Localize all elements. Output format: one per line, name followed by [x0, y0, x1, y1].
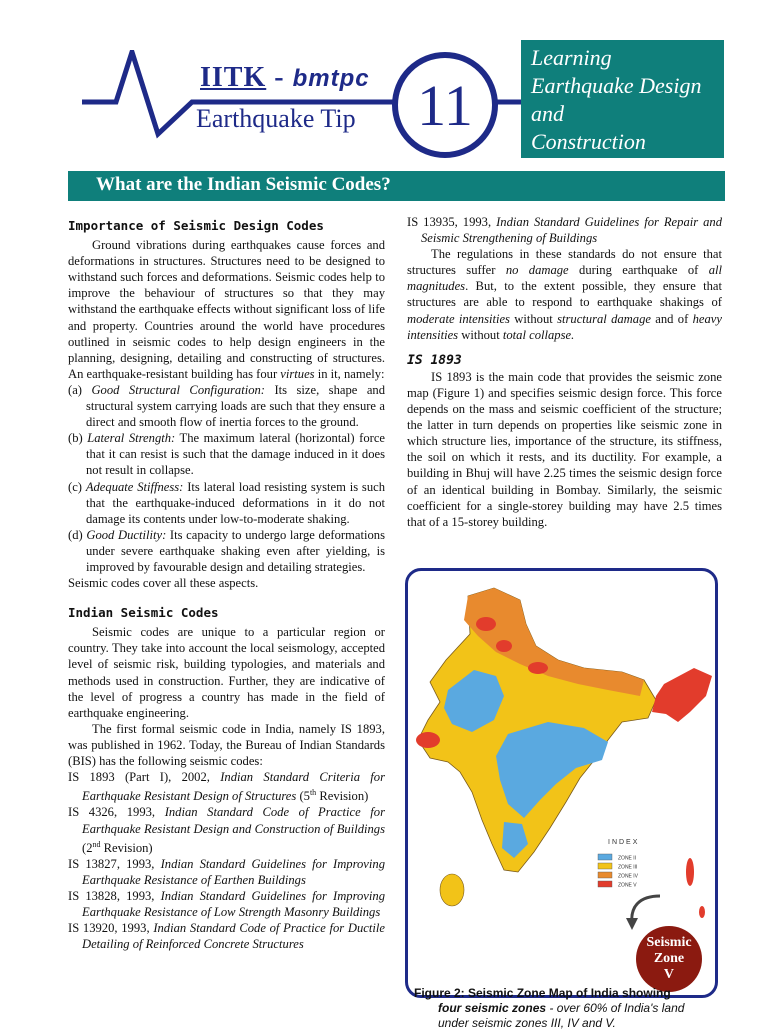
item-text: Its size, shape and structural system carrying loads are such that they ensure a direct and smooth flow of inertia forces to the ground. [86, 382, 385, 430]
zone-v-nepal-border [528, 662, 548, 674]
caption-line-3: under seismic zones III, IV and V. [438, 1016, 616, 1030]
right-column [407, 214, 722, 530]
badge-line: Zone [653, 951, 685, 966]
andaman-islands [686, 858, 694, 886]
item-term: Good Structural Configuration: [91, 382, 265, 397]
reg-text: . But, to the extent possible, they ensure that structures are able to respond to earthquake shakings of [407, 279, 722, 310]
importance-heading: Importance of Seismic Design Codes [68, 218, 324, 233]
code-title: Indian Standard Guidelines for Repair and Seismic Strengthening of Buildings [421, 215, 723, 246]
seismograph-line-right [494, 96, 524, 108]
tip-label: Earthquake Tip [196, 104, 356, 133]
indian-para-1: Seismic codes are unique to a particular region or country. They take into account the local seismology, accepted level of seismic risk, building typologies, and materials and methods used in construction. Further, they are indicative of the level of progress a country has made in the field of earthquake engineering. [68, 625, 385, 720]
reg-emph: all magnitudes [407, 263, 722, 294]
series-line: and [531, 101, 564, 126]
zone-v-kutch [416, 732, 440, 748]
reg-text: without [514, 311, 553, 326]
code-reference [68, 769, 385, 804]
code-reference [68, 804, 385, 855]
reg-emph: total collapse. [502, 327, 575, 342]
reg-emph: moderate intensities [407, 311, 510, 326]
code-suffix: (2 [82, 840, 93, 855]
code-reference-13935 [407, 214, 722, 246]
item-term: Adequate Stiffness: [85, 479, 184, 494]
series-title-box [521, 40, 724, 158]
importance-intro [68, 237, 385, 382]
map-index-title: INDEX [608, 839, 640, 846]
virtue-item [68, 479, 385, 527]
importance-closing: Seismic codes cover all these aspects. [68, 576, 259, 591]
series-line: Learning [531, 45, 612, 70]
badge-line: V [663, 967, 675, 982]
indian-codes-heading: Indian Seismic Codes [68, 605, 219, 621]
zone-v-kashmir [476, 617, 496, 631]
legend-label: ZONE II [618, 855, 637, 862]
brand-title [200, 62, 370, 94]
virtue-item [68, 430, 385, 478]
code-title: Indian Standard Guidelines for Improving Earthquake Resistance of Earthen Buildings [82, 856, 385, 888]
item-text: Its lateral load resisting system is such that the earthquake-induced deformations in it do not damage its contents under low-to-moderate shaking. [86, 479, 385, 526]
figure-caption [414, 986, 714, 1031]
item-text: Its capacity to undergo large deformations under severe earthquake shaking even after yielding, is improved by favourable design and detailing strategies. [86, 527, 385, 574]
item-text: The maximum lateral (horizontal) force that it can resist is such that the damage induced in it does not result in collapse. [86, 431, 386, 478]
zone-v-himalaya [496, 640, 512, 652]
reg-emph: no damage [505, 263, 569, 278]
code-number: IS 13828, 1993, [68, 889, 155, 904]
reg-text: without [461, 327, 500, 342]
item-marker: (c) [68, 479, 82, 494]
item-marker: (d) [68, 527, 83, 542]
code-number: IS 13920, 1993, [68, 921, 150, 936]
brand-bmtpc: bmtpc [292, 65, 370, 92]
legend-swatch [598, 872, 612, 878]
legend-label: ZONE III [618, 864, 638, 871]
item-term: Good Ductility: [86, 527, 167, 542]
code-number: IS 4326, 1993, [68, 805, 156, 820]
code-suffix: Revision) [316, 789, 369, 804]
virtue-item [68, 382, 385, 430]
item-marker: (b) [68, 431, 83, 446]
code-suffix: Revision) [100, 840, 153, 855]
code-number: IS 1893 (Part I), 2002, [68, 770, 210, 785]
virtue-item [68, 527, 385, 575]
badge-pointer-arrow-icon [622, 888, 666, 932]
code-reference [68, 920, 385, 952]
intro-end: in it, namely: [317, 366, 385, 381]
series-line: Earthquake Design [531, 73, 702, 98]
nicobar-islands [699, 906, 705, 918]
reg-text: and of [655, 311, 689, 326]
intro-virtues: virtues [280, 366, 315, 381]
reg-text: during earthquake of [579, 263, 699, 278]
caption-bold: four seismic zones [438, 1001, 547, 1015]
brand-dash: - [266, 62, 293, 93]
series-line: Construction [531, 129, 646, 154]
badge-line: Seismic [646, 935, 692, 950]
reg-emph: heavy intensities [407, 311, 722, 342]
lakshadweep-islands [440, 874, 464, 906]
tip-number-badge: 11 [392, 52, 498, 158]
code-number: IS 13935, 1993, [407, 215, 492, 229]
legend-label: ZONE V [618, 882, 637, 889]
brand-iitk: IITK [200, 62, 267, 93]
is1893-paragraph: IS 1893 is the main code that provides the seismic zone map (Figure 1) and specifies seismic design force. This force depends on the mass and seismic coefficient of the structure; the latter in turn depends on properties like seismic zone in which structure lies, importance of the structure, its stiffness, the soil on which it rests, and its ductility. For example, a building in Bhuj will have 2.25 times the seismic design force of an identical building in Bombay. Similarly, the seismic coefficient for a single-storey building may have 2.5 times that of a 15-storey building. [407, 369, 722, 529]
code-sup: th [309, 788, 317, 798]
seismic-zone-v-badge [636, 926, 702, 992]
indian-para-2: The first formal seismic code in India, namely IS 1893, was published in 1962. Today, the Bureau of Indian Standards (BIS) has the following seismic codes: [68, 721, 385, 768]
legend-swatch [598, 863, 612, 869]
item-marker: (a) [68, 382, 82, 397]
code-reference [68, 856, 385, 888]
india-seismic-zone-map [408, 572, 714, 932]
code-sup: nd [92, 839, 101, 849]
intro-text: Ground vibrations during earthquakes cause forces and deformations in structures. Structures need to be designed to withstand such forces and deformations. Seismic codes help to improve the behaviour of structures so that they may withstand the earthquake effects without significant loss of life and property. Countries around the world have procedures outlined in seismic codes to help design engineers in the planning, designing, detailing and constructing of structures. An earthquake-resistant building has four [68, 238, 385, 381]
is1893-heading: IS 1893 [407, 352, 462, 368]
reg-text: The regulations in these standards do not ensure that structures suffer [407, 247, 722, 278]
question-title-bar: What are the Indian Seismic Codes? [68, 171, 725, 201]
reg-emph: structural damage [557, 311, 651, 326]
code-title: Indian Standard Code of Practice for Ductile Detailing of Reinforced Concrete Structures [82, 921, 385, 952]
code-title: Indian Standard Code of Practice for Earthquake Resistant Design and Construction of Buildings [82, 805, 386, 836]
legend-swatch [598, 881, 612, 887]
code-title: Indian Standard Criteria for Earthquake Resistant Design of Structures [82, 770, 385, 804]
code-number: IS 13827, 1993, [68, 856, 155, 871]
map-legend [598, 854, 639, 889]
code-suffix: (5 [296, 789, 310, 804]
code-title: Indian Standard Guidelines for Improving Earthquake Resistance of Low Strength Masonry Buildings [82, 889, 385, 920]
legend-swatch [598, 854, 612, 860]
caption-rest: - over 60% of India's land [546, 1001, 685, 1015]
caption-title: Figure 2: Seismic Zone Map of India showing [414, 986, 671, 1000]
left-column [68, 218, 385, 953]
caption-line-2 [414, 1001, 714, 1016]
item-term: Lateral Strength: [87, 431, 176, 446]
zone-v-northeast [652, 668, 712, 722]
regulations-paragraph [407, 246, 722, 343]
code-reference [68, 888, 385, 920]
legend-label: ZONE IV [618, 873, 639, 880]
